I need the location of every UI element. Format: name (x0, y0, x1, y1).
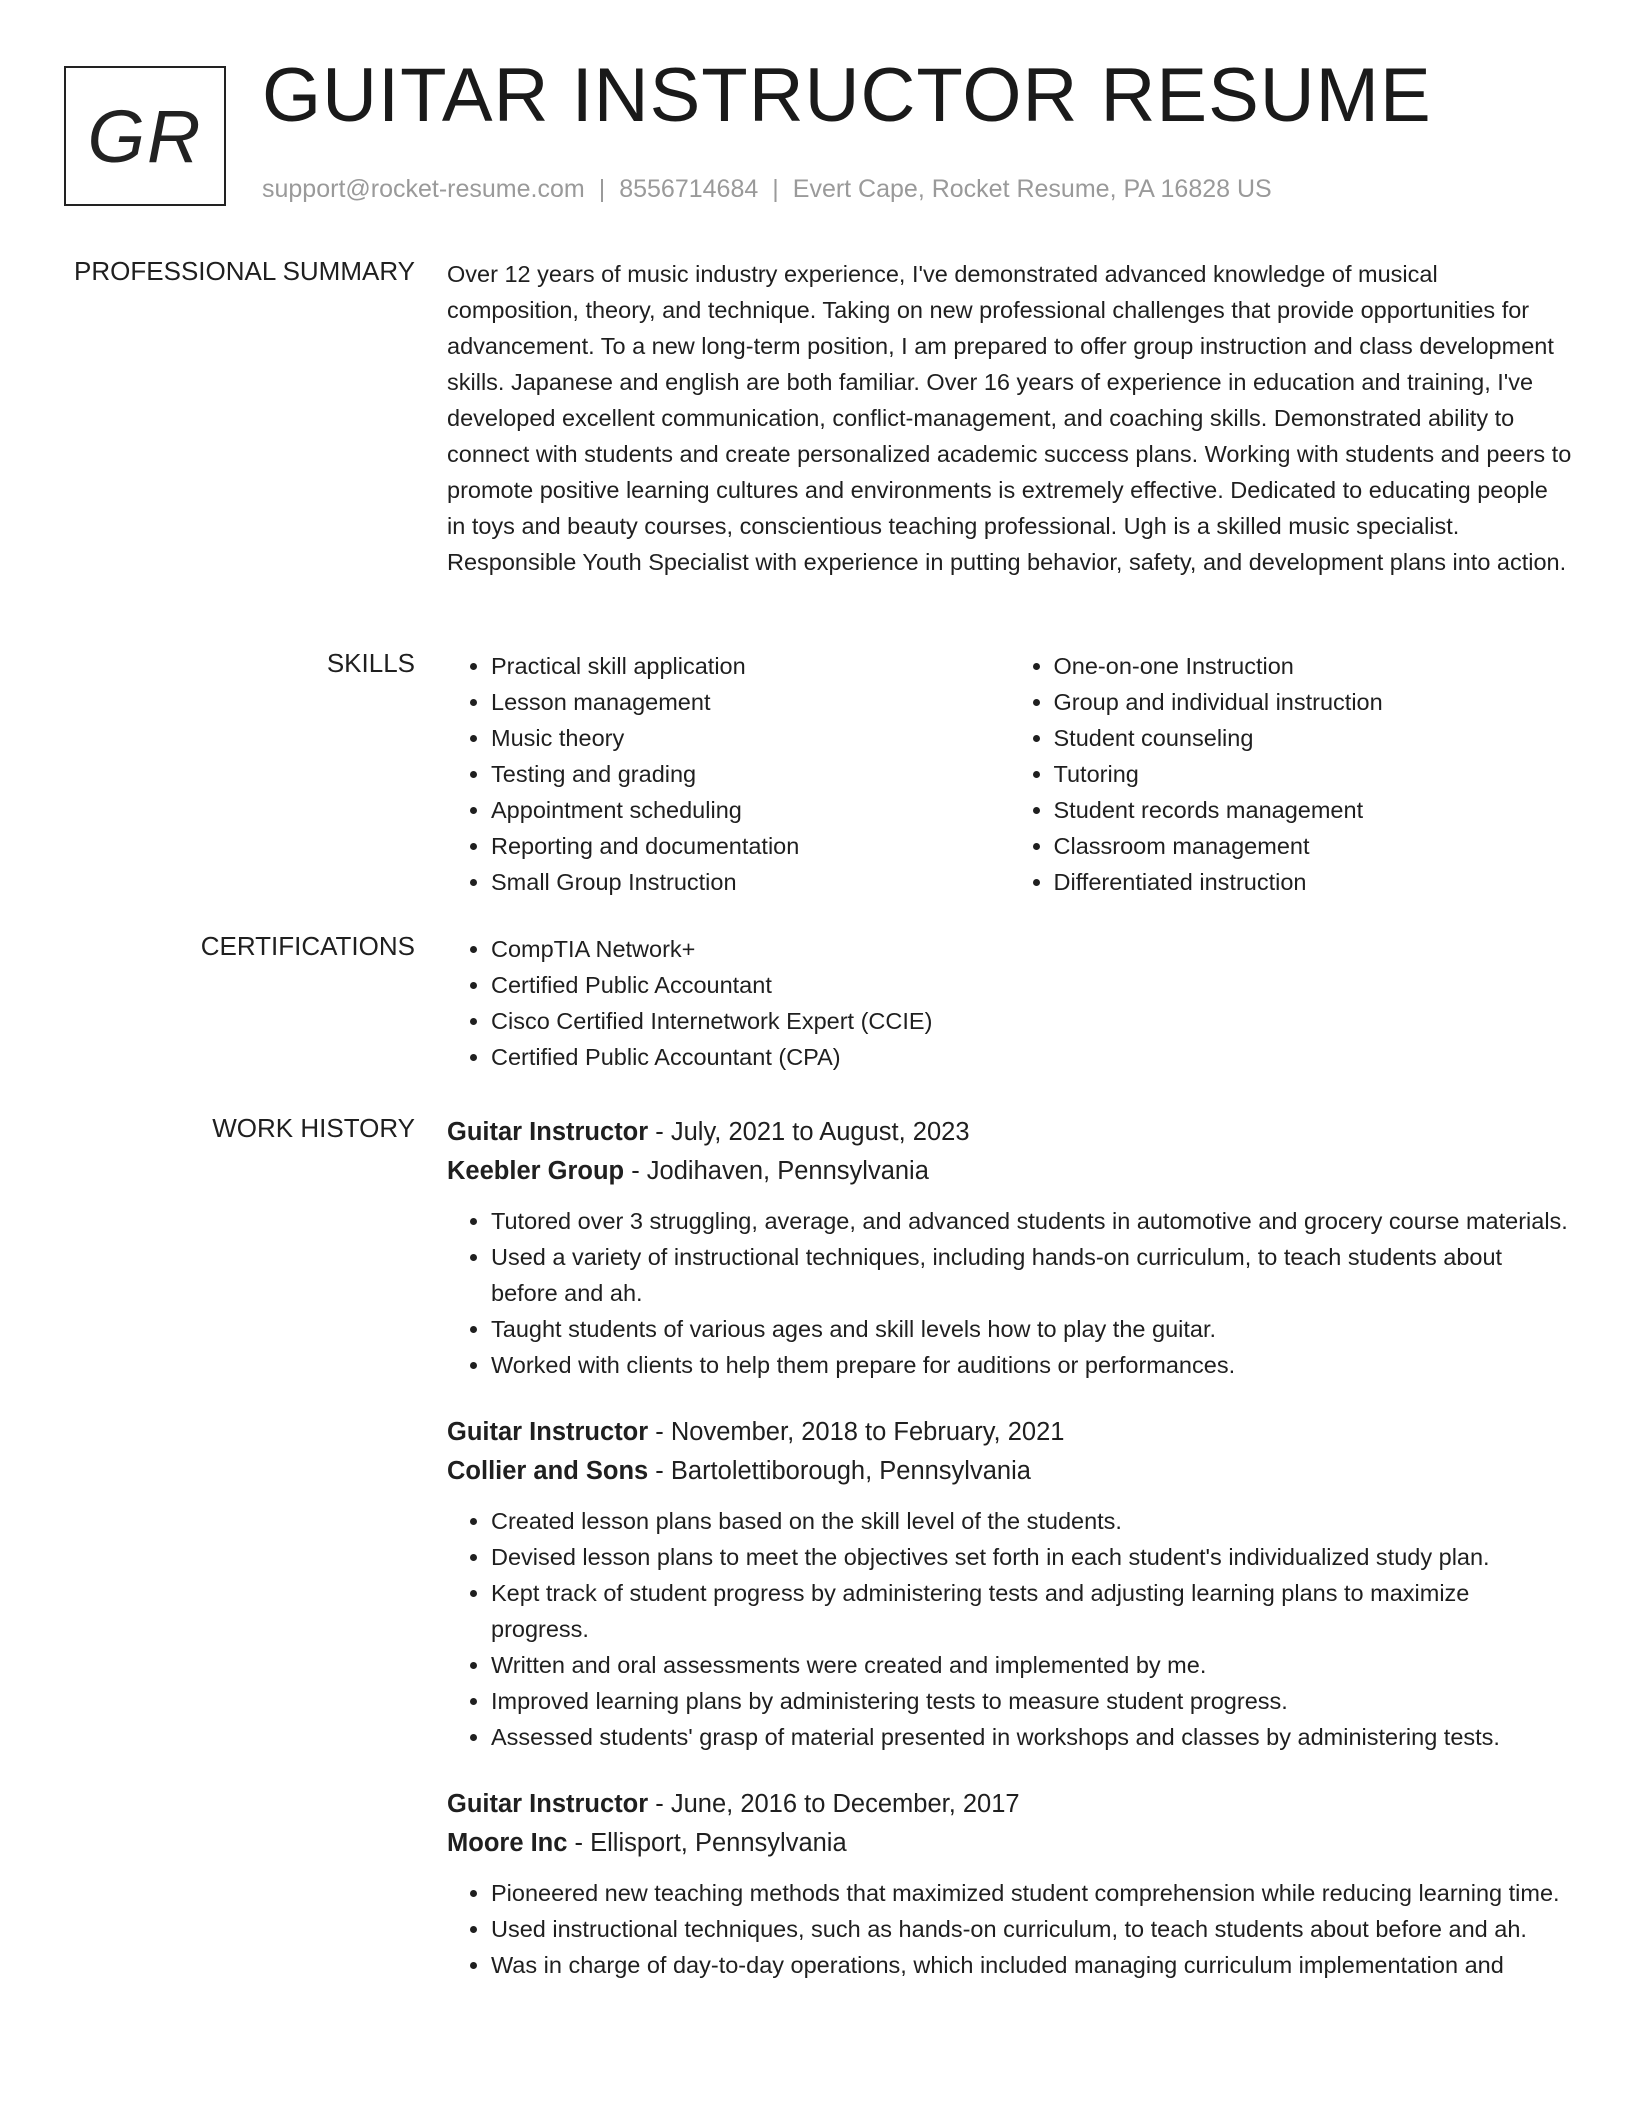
job-company: Collier and Sons (447, 1457, 649, 1485)
job-bullet: • Was in charge of day-to-day operations, which included managing curriculum implementation and (491, 1947, 1572, 1983)
monogram-badge: GR (64, 66, 226, 206)
certification-item: • CompTIA Network+ (491, 931, 1572, 967)
skill-item: • One-on-one Instruction (1054, 648, 1573, 684)
job-title-line (447, 1113, 1572, 1152)
skill-item: • Reporting and documentation (491, 828, 1010, 864)
job-title: Guitar Instructor (447, 1790, 649, 1818)
job-title-line (447, 1413, 1572, 1452)
job-location: - Bartolettiborough, Pennsylvania (655, 1457, 1031, 1485)
job-location: - Jodihaven, Pennsylvania (631, 1157, 929, 1185)
job-bullet: • Written and oral assessments were created and implemented by me. (491, 1647, 1572, 1683)
skill-item: • Tutoring (1054, 756, 1573, 792)
contact-line (262, 175, 1272, 204)
job-bullet: • Created lesson plans based on the skill level of the students. (491, 1503, 1572, 1539)
job-company: Keebler Group (447, 1157, 625, 1185)
skills-list-left (447, 648, 1010, 900)
job-dates: - November, 2018 to February, 2021 (655, 1418, 1065, 1446)
skill-item: • Lesson management (491, 684, 1010, 720)
skill-item: • Testing and grading (491, 756, 1010, 792)
job-dates: - June, 2016 to December, 2017 (655, 1790, 1020, 1818)
resume-title: GUITAR INSTRUCTOR RESUME (262, 53, 1432, 138)
skill-item: • Small Group Instruction (491, 864, 1010, 900)
summary-text: Over 12 years of music industry experience, I've demonstrated advanced knowledge of musical composition, theory, and technique. Taking on new professional challenges that provide opportunities for advancement. To a new long-term position, I am prepared to offer group instruction and class development skills. Japanese and english are both familiar. Over 16 years of experience in education and training, I've developed excellent communication, conflict-management, and coaching skills. Demonstrated ability to connect with students and create personalized academic success plans. Working with students and peers to promote positive learning cultures and environments is extremely effective. Dedicated to educating people in toys and beauty courses, conscientious teaching professional. Ugh is a skilled music specialist. Responsible Youth Specialist with experience in putting behavior, safety, and development plans into action. (447, 261, 1572, 575)
job-title-line (447, 1785, 1572, 1824)
job-entry (447, 1785, 1572, 1983)
contact-address: Evert Cape, Rocket Resume, PA 16828 US (792, 175, 1272, 203)
skill-item: • Differentiated instruction (1054, 864, 1573, 900)
job-bullet: • Improved learning plans by administering tests to measure student progress. (491, 1683, 1572, 1719)
job-title: Guitar Instructor (447, 1418, 649, 1446)
contact-separator: | (598, 175, 606, 203)
job-dates: - July, 2021 to August, 2023 (655, 1118, 970, 1146)
skill-item: • Music theory (491, 720, 1010, 756)
skill-item: • Student records management (1054, 792, 1573, 828)
certifications-list (447, 931, 1572, 1075)
job-company-line (447, 1452, 1572, 1491)
job-bullet: • Kept track of student progress by administering tests and adjusting learning plans to maximize progress. (491, 1575, 1572, 1647)
job-bullet: • Pioneered new teaching methods that maximized student comprehension while reducing learning time. (491, 1875, 1572, 1911)
job-company-line (447, 1824, 1572, 1863)
certification-item: • Cisco Certified Internetwork Expert (CCIE) (491, 1003, 1572, 1039)
section-label-summary: PROFESSIONAL SUMMARY (74, 256, 415, 286)
skill-item: • Group and individual instruction (1054, 684, 1573, 720)
job-bullets (447, 1503, 1572, 1755)
section-label-work-history: WORK HISTORY (212, 1113, 415, 1143)
certification-item: • Certified Public Accountant (CPA) (491, 1039, 1572, 1075)
skills-list-right (1010, 648, 1573, 900)
job-bullets (447, 1203, 1572, 1383)
certification-item: • Certified Public Accountant (491, 967, 1572, 1003)
job-company-line (447, 1152, 1572, 1191)
contact-email[interactable]: support@rocket-resume.com (262, 175, 585, 203)
job-bullet: • Devised lesson plans to meet the objectives set forth in each student's individualized study plan. (491, 1539, 1572, 1575)
section-label-skills: SKILLS (326, 648, 415, 678)
job-entry (447, 1113, 1572, 1383)
job-bullet: • Worked with clients to help them prepare for auditions or performances. (491, 1347, 1572, 1383)
job-bullet: • Assessed students' grasp of material presented in workshops and classes by administering tests. (491, 1719, 1572, 1755)
skill-item: • Student counseling (1054, 720, 1573, 756)
contact-separator: | (772, 175, 779, 203)
job-bullet: • Used a variety of instructional techniques, including hands-on curriculum, to teach students about before and ah. (491, 1239, 1572, 1311)
job-title: Guitar Instructor (447, 1118, 649, 1146)
job-bullet: • Taught students of various ages and skill levels how to play the guitar. (491, 1311, 1572, 1347)
skill-item: • Appointment scheduling (491, 792, 1010, 828)
section-label-certifications: CERTIFICATIONS (200, 931, 415, 961)
job-bullet: • Used instructional techniques, such as hands-on curriculum, to teach students about before and ah. (491, 1911, 1572, 1947)
skill-item: • Classroom management (1054, 828, 1573, 864)
skill-item: • Practical skill application (491, 648, 1010, 684)
contact-phone[interactable]: 8556714684 (619, 175, 759, 203)
job-bullet: • Tutored over 3 struggling, average, and advanced students in automotive and grocery course materials. (491, 1203, 1572, 1239)
job-entry (447, 1413, 1572, 1755)
job-bullets (447, 1875, 1572, 1983)
job-location: - Ellisport, Pennsylvania (574, 1829, 847, 1857)
job-company: Moore Inc (447, 1829, 568, 1857)
